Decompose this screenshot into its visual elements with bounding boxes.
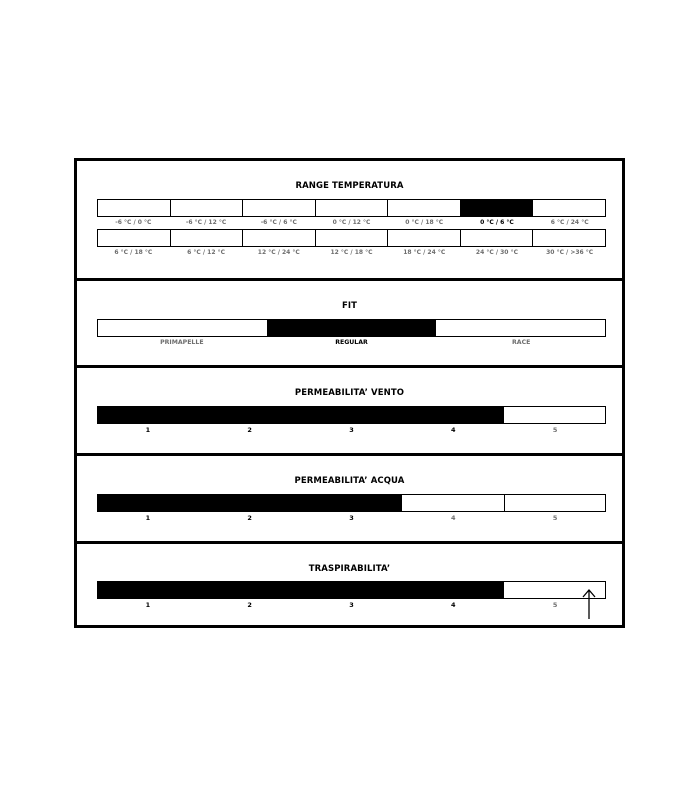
breathability-scale-number: 2	[247, 601, 252, 609]
breathability-title: TRASPIRABILITA’	[308, 564, 391, 574]
fit-segment	[98, 320, 267, 336]
wind-title: PERMEABILITA’ VENTO	[294, 388, 405, 398]
temperature-option-label: 18 °C / 24 °C	[403, 249, 446, 256]
temperature-option-label: 24 °C / 30 °C	[475, 249, 518, 256]
wind-scale-number: 3	[349, 426, 354, 434]
arrow-cursor-icon	[582, 588, 596, 620]
temperature-title: RANGE TEMPERATURA	[295, 181, 404, 191]
breathability-scale-number: 4	[451, 601, 456, 609]
temperature-option-label: 0 °C / 12 °C	[332, 219, 371, 226]
wind-scale-number: 2	[247, 426, 252, 434]
temperature-option-label: 12 °C / 24 °C	[257, 249, 300, 256]
temperature-option-label: -6 °C / 0 °C	[115, 219, 152, 226]
temperature-option-label: -6 °C / 12 °C	[185, 219, 227, 226]
fit-section	[77, 278, 622, 365]
water-scale	[97, 514, 606, 522]
temperature-option-label: 6 °C / 12 °C	[187, 249, 226, 256]
water-scale-number: 4	[451, 514, 456, 522]
breathability-scale	[97, 601, 606, 609]
temperature-option-label: 6 °C / 18 °C	[114, 249, 153, 256]
temperature-option	[387, 199, 461, 217]
water-scale-number: 2	[247, 514, 252, 522]
wind-scale	[97, 426, 606, 434]
water-level-fill	[98, 495, 402, 511]
temperature-option-label: -6 °C / 6 °C	[260, 219, 297, 226]
breathability-scale-number: 1	[145, 601, 151, 609]
temperature-option	[242, 229, 316, 247]
temperature-row-2	[97, 229, 606, 247]
wind-scale-number: 1	[145, 426, 151, 434]
temperature-option	[315, 199, 389, 217]
water-title: PERMEABILITA’ ACQUA	[294, 476, 405, 486]
wind-level-bar	[97, 406, 606, 424]
temperature-option-label: 12 °C / 18 °C	[330, 249, 373, 256]
fit-option-label: REGULAR	[335, 339, 368, 346]
temperature-option	[170, 199, 244, 217]
breathability-level-fill	[98, 582, 504, 598]
temperature-row-1	[97, 199, 606, 217]
breathability-section	[77, 541, 622, 625]
temperature-option	[242, 199, 316, 217]
water-scale-number: 5	[552, 514, 558, 522]
wind-section	[77, 365, 622, 453]
water-level-bar	[97, 494, 606, 512]
wind-scale-number: 5	[552, 426, 558, 434]
water-scale-number: 3	[349, 514, 354, 522]
breathability-scale-number: 5	[552, 601, 558, 609]
temperature-labels-2	[97, 249, 606, 256]
temperature-option	[315, 229, 389, 247]
breathability-level-bar	[97, 581, 606, 599]
fit-bar	[97, 319, 606, 337]
fit-segment	[436, 320, 605, 336]
temperature-option-label: 30 °C / >36 °C	[546, 249, 594, 256]
temperature-option	[460, 229, 534, 247]
temperature-option-label: 6 °C / 24 °C	[550, 219, 589, 226]
fit-option-label: RACE	[512, 339, 531, 346]
wind-level-fill	[98, 407, 504, 423]
fit-title: FIT	[341, 301, 358, 311]
temperature-option	[97, 229, 171, 247]
temperature-labels-1	[97, 219, 606, 226]
fit-labels	[97, 339, 606, 346]
temperature-option-label: 0 °C / 6 °C	[480, 219, 514, 226]
wind-scale-number: 4	[451, 426, 456, 434]
temperature-option	[532, 199, 606, 217]
temperature-option	[532, 229, 606, 247]
temperature-option	[387, 229, 461, 247]
breathability-scale-number: 3	[349, 601, 354, 609]
water-level-divider	[504, 495, 505, 511]
water-section	[77, 453, 622, 541]
fit-segment	[267, 320, 436, 336]
temperature-option	[97, 199, 171, 217]
water-scale-number: 1	[145, 514, 151, 522]
temperature-option	[460, 199, 534, 217]
temperature-option	[170, 229, 244, 247]
product-spec-card	[74, 158, 625, 628]
temperature-section	[77, 161, 622, 278]
temperature-option-label: 0 °C / 18 °C	[405, 219, 444, 226]
fit-option-label: PRIMAPELLE	[160, 339, 204, 346]
